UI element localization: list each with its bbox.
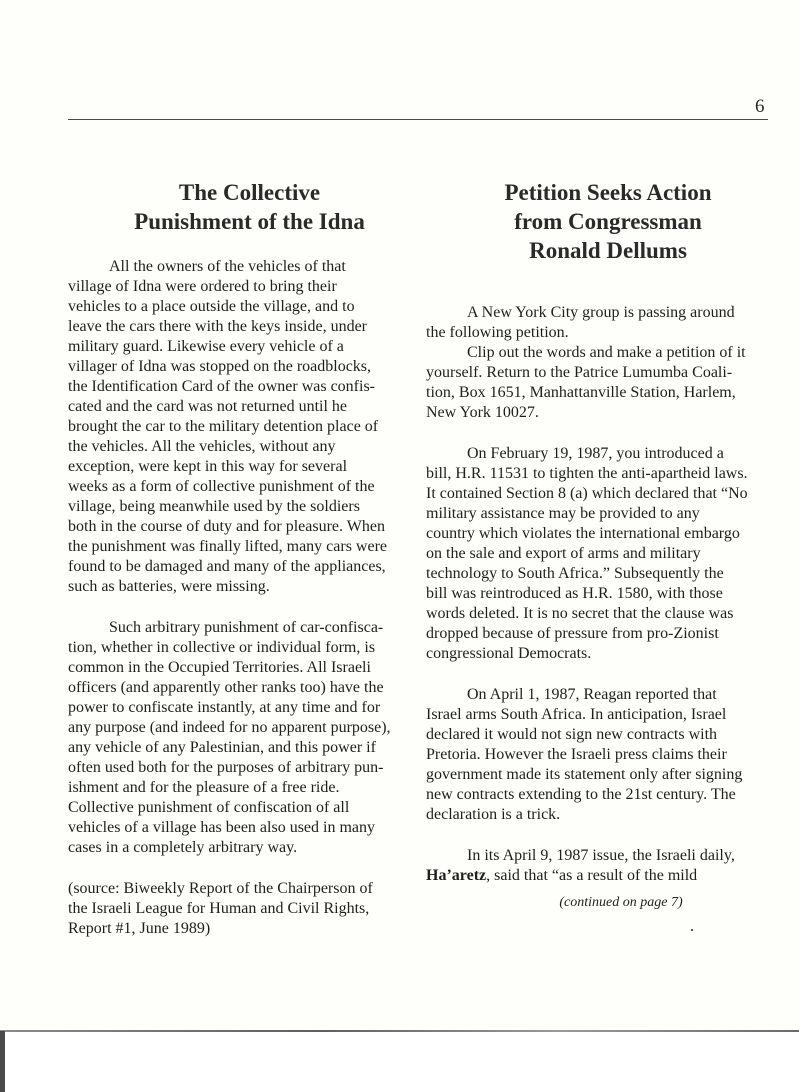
text-line: military assistance may be provided to any — [426, 505, 700, 522]
scanner-edge-strip — [0, 1031, 5, 1092]
text-line: the vehicles. All the vehicles, without any — [68, 438, 336, 455]
text-line: officers (and apparently other ranks too) have the — [68, 679, 384, 696]
right-paragraph-3 — [426, 444, 776, 664]
text-line: found to be damaged and many of the appliances, — [68, 558, 386, 575]
text-line: bill, H.R. 11531 to tighten the anti-apartheid laws. — [426, 465, 748, 482]
text-line: village, being meanwhile used by the soldiers — [68, 498, 360, 515]
text-line: dropped because of pressure from pro-Zionist — [426, 625, 719, 642]
right-paragraph-2 — [426, 343, 776, 423]
text-line: military guard. Likewise every vehicle of a — [68, 338, 344, 355]
text-line: declaration is a trick. — [426, 806, 561, 823]
text-line: any vehicle of any Palestinian, and this power if — [68, 739, 376, 756]
text-fragment: , said that “as a result of the mild — [486, 867, 698, 884]
text-line: yourself. Return to the Patrice Lumumba Coali- — [426, 364, 733, 381]
paragraph-spacer — [426, 825, 776, 846]
left-article-title — [86, 178, 413, 236]
text-line: both in the course of duty and for pleasure. When — [68, 518, 385, 535]
text-line: Clip out the words and make a petition of it — [467, 344, 746, 361]
title-line: The Collective — [178, 180, 321, 205]
text-line: government made its statement only after signing — [426, 766, 743, 783]
text-line: vehicles of a village has been also used in many — [68, 819, 376, 836]
text-line: On February 19, 1987, you introduced a — [467, 445, 724, 462]
text-line — [426, 866, 776, 886]
text-line: cases in a completely arbitrary way. — [68, 839, 298, 856]
text-line: tion, whether in collective or individual form, is — [68, 639, 376, 656]
text-line: the Israeli League for Human and Civil Rights, — [68, 900, 370, 917]
text-line: It contained Section 8 (a) which declared that “No — [426, 485, 748, 502]
text-line: words deleted. It is no secret that the clause was — [426, 605, 734, 622]
text-line: leave the cars there with the keys inside, under — [68, 318, 367, 335]
text-line: village of Idna were ordered to bring their — [68, 278, 337, 295]
text-line: weeks as a form of collective punishment of the — [68, 478, 375, 495]
text-line: exception, were kept in this way for several — [68, 458, 348, 475]
text-line: congressional Democrats. — [426, 645, 592, 662]
text-line: On April 1, 1987, Reagan reported that — [467, 686, 717, 703]
title-line: Petition Seeks Action — [504, 180, 712, 205]
text-line: (source: Biweekly Report of the Chairperson of — [68, 880, 373, 897]
left-paragraph-2 — [68, 618, 413, 858]
text-line: the punishment was finally lifted, many cars were — [68, 538, 388, 555]
text-line: ishment and for the pleasure of a free ride. — [68, 779, 340, 796]
text-line: tion, Box 1651, Manhattanville Station, Harlem, — [426, 384, 736, 401]
text-line: country which violates the international embargo — [426, 525, 740, 542]
text-line: Pretoria. However the Israeli press claims their — [426, 746, 727, 763]
text-line: the Identification Card of the owner was confis- — [68, 378, 376, 395]
text-line: villager of Idna was stopped on the roadblocks, — [68, 358, 372, 375]
text-line: bill was reintroduced as H.R. 1580, with those — [426, 585, 723, 602]
left-article — [68, 178, 413, 939]
paragraph-spacer — [426, 664, 776, 685]
left-paragraph-1 — [68, 257, 413, 597]
paragraph-spacer — [68, 597, 413, 618]
page-number: 6 — [755, 96, 765, 117]
title-line: from Congressman — [514, 209, 702, 234]
text-line: such as batteries, were missing. — [68, 578, 270, 595]
text-line: often used both for the purposes of arbitrary pun- — [68, 759, 384, 776]
paragraph-spacer — [68, 858, 413, 879]
left-source-citation — [68, 879, 413, 939]
page-bottom-edge — [0, 1030, 799, 1032]
right-paragraph-1 — [426, 303, 776, 343]
text-line: technology to South Africa.” Subsequently the — [426, 565, 724, 582]
text-line: In its April 9, 1987 issue, the Israeli daily, — [467, 847, 735, 864]
paragraph-spacer — [426, 423, 776, 444]
text-line: Collective punishment of confiscation of all — [68, 799, 350, 816]
text-line: Such arbitrary punishment of car-confisca- — [109, 619, 384, 636]
right-article — [426, 178, 776, 911]
text-line: vehicles to a place outside the village, and to — [68, 298, 355, 315]
text-line: any purpose (and indeed for no apparent purpose), — [68, 719, 391, 736]
right-paragraph-4 — [426, 685, 776, 825]
text-line: declared it would not sign new contracts with — [426, 726, 718, 743]
text-line: brought the car to the military detention place of — [68, 418, 379, 435]
text-line: the following petition. — [426, 324, 569, 341]
text-line: power to confiscate instantly, at any time and for — [68, 699, 381, 716]
text-line: on the sale and export of arms and military — [426, 545, 701, 562]
newspaper-name: Ha’aretz — [426, 867, 487, 884]
text-line: A New York City group is passing around — [467, 304, 735, 321]
text-line: New York 10027. — [426, 404, 539, 421]
text-line: cated and the card was not returned until he — [68, 398, 347, 415]
text-line: Israel arms South Africa. In anticipation, Israel — [426, 706, 727, 723]
right-paragraph-5 — [426, 846, 776, 886]
text-line: All the owners of the vehicles of that — [109, 258, 346, 275]
text-line: Report #1, June 1989) — [68, 920, 211, 937]
text-line: common in the Occupied Territories. All Israeli — [68, 659, 371, 676]
title-line: Punishment of the Idna — [134, 209, 365, 234]
title-line: Ronald Dellums — [529, 238, 687, 263]
scan-speck — [691, 929, 693, 931]
right-article-title — [440, 178, 776, 265]
text-line: new contracts extending to the 21st century. The — [426, 786, 736, 803]
continued-note: (continued on page 7) — [559, 895, 683, 910]
header-rule — [68, 119, 768, 120]
